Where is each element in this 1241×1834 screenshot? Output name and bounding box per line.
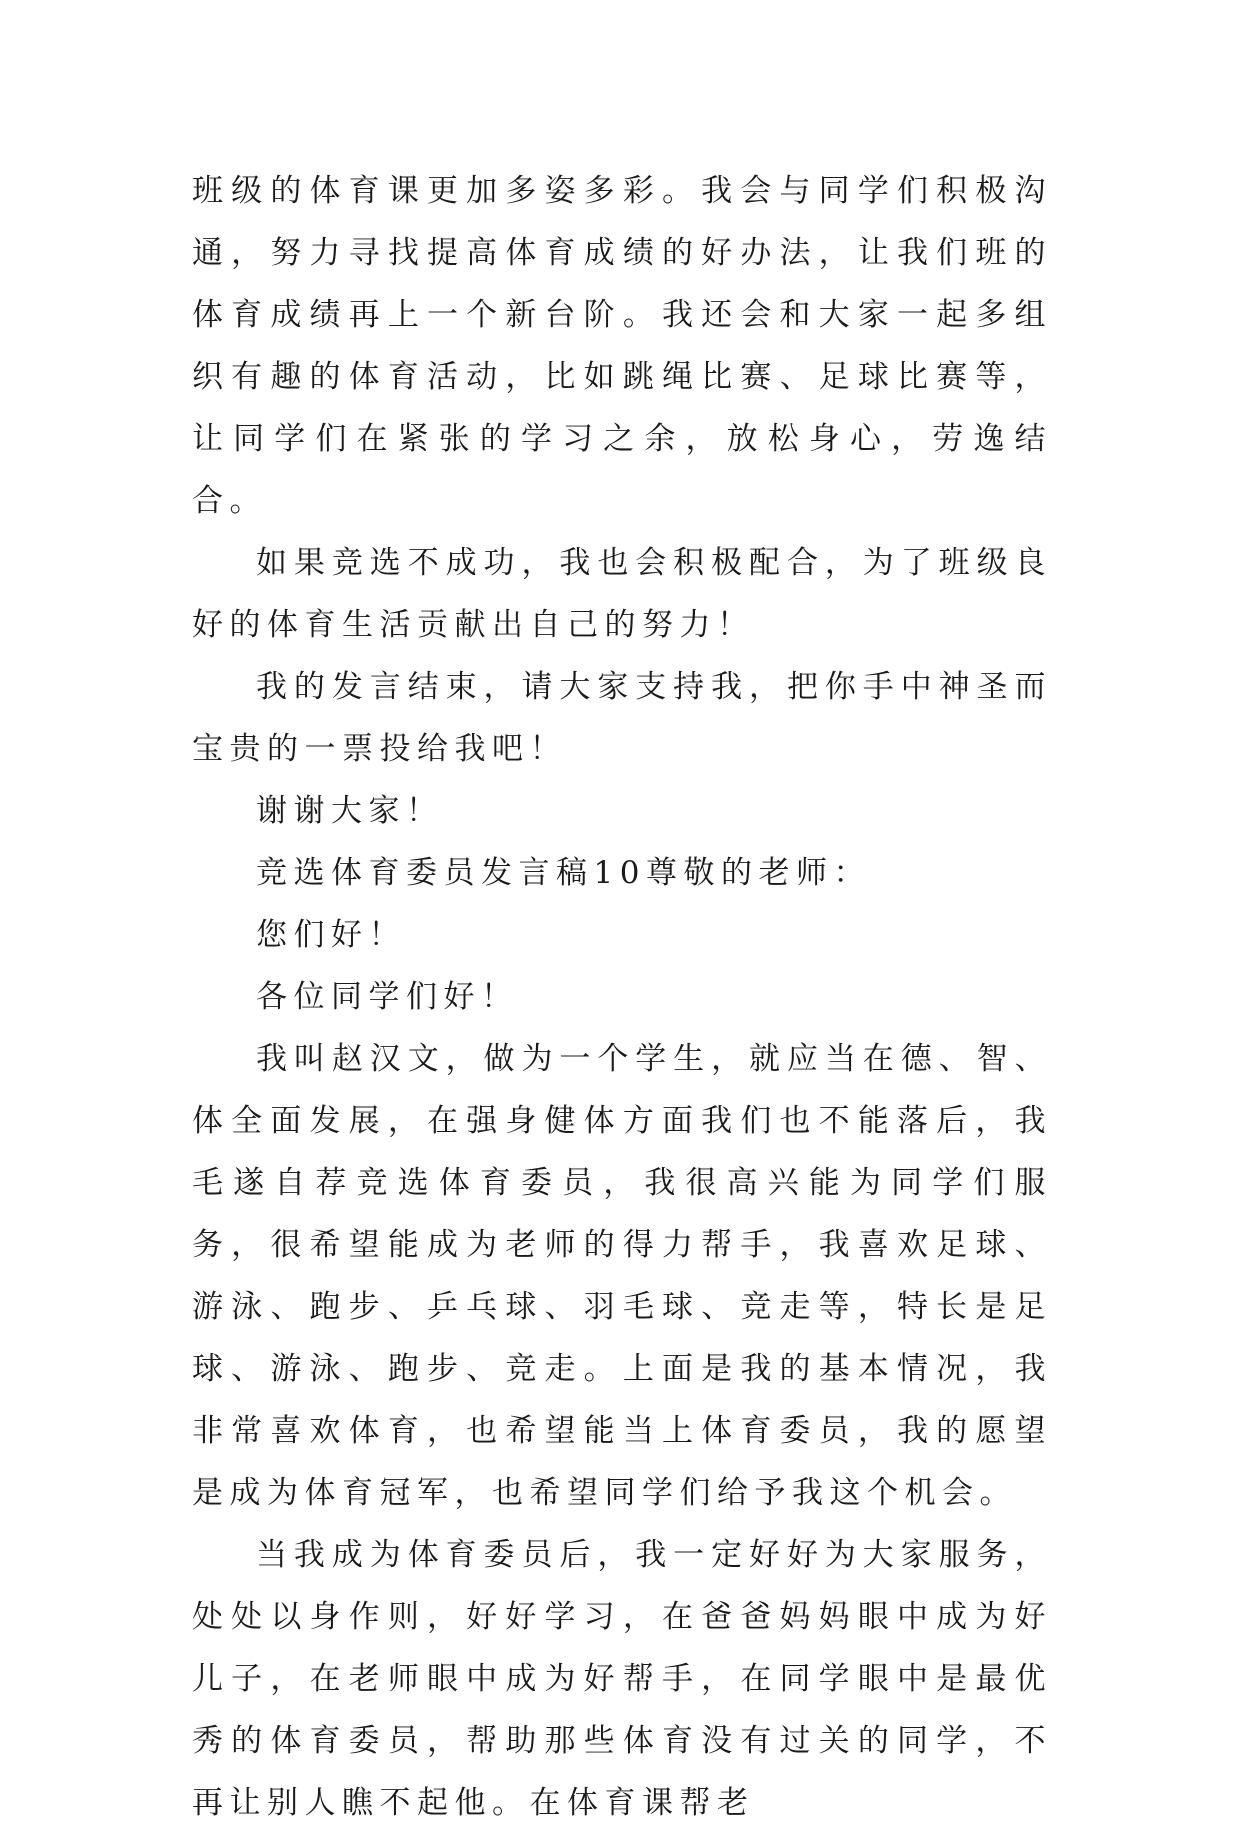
section-heading: 竞选体育委员发言稿10尊敬的老师： [256, 855, 871, 891]
paragraph: 当我成为体育委员后，我一定好好为大家服务，处处以身作则，好好学习，在爸爸妈妈眼中成为好儿子，在老师眼中成为好帮手，在同学眼中是最优秀的体育委员，帮助那些体育没有过关的同学，不再让别人瞧不起他。在体育课帮老 [192, 1537, 1052, 1821]
greeting: 各位同学们好！ [256, 979, 519, 1015]
greeting: 您们好！ [256, 917, 406, 953]
paragraph: 我的发言结束，请大家支持我，把你手中神圣而宝贵的一票投给我吧！ [192, 669, 1052, 767]
paragraph: 谢谢大家！ [256, 793, 444, 829]
document-body [192, 160, 1052, 1834]
paragraph: 如果竞选不成功，我也会积极配合，为了班级良好的体育生活贡献出自己的努力！ [192, 545, 1052, 643]
paragraph: 我叫赵汉文，做为一个学生，就应当在德、智、体全面发展，在强身健体方面我们也不能落后，我毛遂自荐竞选体育委员，我很高兴能为同学们服务，很希望能成为老师的得力帮手，我喜欢足球、游泳、跑步、乒乓球、羽毛球、竞走等，特长是足球、游泳、跑步、竞走。上面是我的基本情况，我非常喜欢体育，也希望能当上体育委员，我的愿望是成为体育冠军，也希望同学们给予我这个机会。 [192, 1041, 1052, 1511]
paragraph-continuation: 班级的体育课更加多姿多彩。我会与同学们积极沟通，努力寻找提高体育成绩的好办法，让我们班的体育成绩再上一个新台阶。我还会和大家一起多组织有趣的体育活动，比如跳绳比赛、足球比赛等，让同学们在紧张的学习之余，放松身心，劳逸结合。 [192, 173, 1052, 519]
